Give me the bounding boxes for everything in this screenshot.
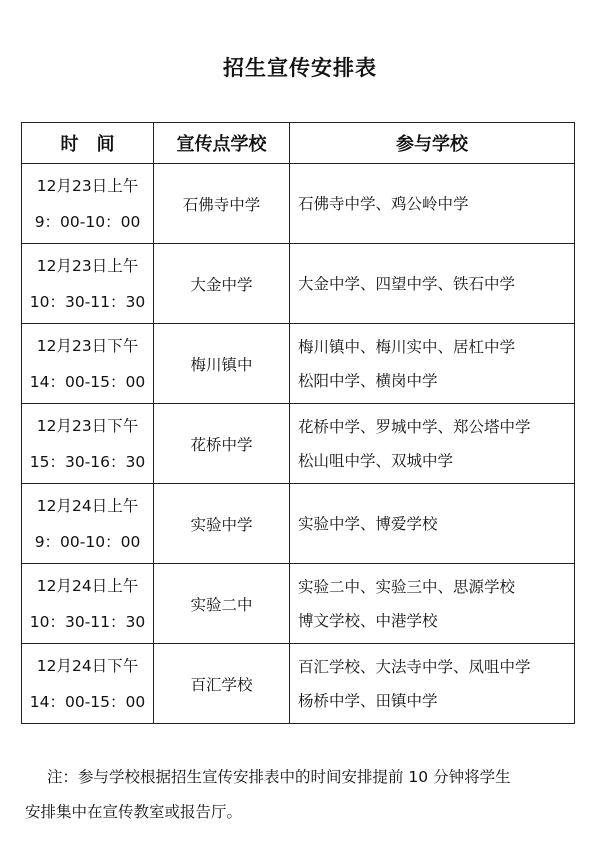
date-text: 12月23日下午 (36, 336, 139, 355)
time-range-text: 9：00-10：00 (34, 532, 141, 551)
venue-cell: 大金中学 (154, 244, 290, 324)
footnote (25, 760, 567, 830)
schools-cell (290, 244, 575, 324)
time-range-text: 15：30-16：30 (29, 452, 146, 471)
table-row (22, 644, 575, 724)
header-schools: 参与学校 (290, 123, 575, 164)
header-venue: 宣传点学校 (154, 123, 290, 164)
schools-line: 大金中学、四望中学、铁石中学 (298, 274, 516, 293)
schools-line: 石佛寺中学、鸡公岭中学 (298, 194, 469, 213)
table-row (22, 404, 575, 484)
table-header-row (22, 123, 575, 164)
date-text: 12月23日下午 (36, 416, 139, 435)
header-time: 时 间 (22, 123, 154, 164)
time-cell (22, 244, 154, 324)
schools-cell (290, 644, 575, 724)
venue-cell: 石佛寺中学 (154, 164, 290, 244)
schools-line: 杨桥中学、田镇中学 (298, 691, 438, 710)
time-cell (22, 484, 154, 564)
table-row (22, 244, 575, 324)
page-title: 招生宣传安排表 (223, 56, 377, 80)
time-cell (22, 644, 154, 724)
schools-line: 实验中学、博爱学校 (298, 514, 438, 533)
venue-cell: 百汇学校 (154, 644, 290, 724)
footnote-line: 注：参与学校根据招生宣传安排表中的时间安排提前 10 分钟将学生 (47, 768, 511, 786)
time-cell (22, 564, 154, 644)
date-text: 12月23日上午 (36, 256, 139, 275)
schools-line: 实验二中、实验三中、思源学校 (298, 577, 516, 596)
footnote-line: 安排集中在宣传教室或报告厅。 (25, 803, 243, 821)
time-cell (22, 404, 154, 484)
table-row (22, 484, 575, 564)
time-range-text: 14：00-15：00 (29, 692, 146, 711)
schools-line: 梅川镇中、梅川实中、居杠中学 (298, 337, 516, 356)
venue-cell: 实验二中 (154, 564, 290, 644)
time-cell (22, 164, 154, 244)
schedule-table (21, 122, 575, 724)
time-range-text: 14：00-15：00 (29, 372, 146, 391)
schools-line: 松山咀中学、双城中学 (298, 451, 454, 470)
schools-line: 松阳中学、横岗中学 (298, 371, 438, 390)
schools-cell (290, 404, 575, 484)
date-text: 12月24日上午 (36, 496, 139, 515)
venue-cell: 梅川镇中 (154, 324, 290, 404)
venue-cell: 实验中学 (154, 484, 290, 564)
date-text: 12月24日下午 (36, 656, 139, 675)
schools-cell (290, 484, 575, 564)
venue-cell: 花桥中学 (154, 404, 290, 484)
schools-line: 花桥中学、罗城中学、郑公塔中学 (298, 417, 531, 436)
time-range-text: 10：30-11：30 (29, 292, 146, 311)
schools-cell (290, 564, 575, 644)
date-text: 12月24日上午 (36, 576, 139, 595)
table-row (22, 164, 575, 244)
time-range-text: 10：30-11：30 (29, 612, 146, 631)
date-text: 12月23日上午 (36, 176, 139, 195)
table-row (22, 564, 575, 644)
schools-line: 百汇学校、大法寺中学、凤咀中学 (298, 657, 531, 676)
time-range-text: 9：00-10：00 (34, 212, 141, 231)
time-cell (22, 324, 154, 404)
schools-cell (290, 164, 575, 244)
table-row (22, 324, 575, 404)
schools-cell (290, 324, 575, 404)
schools-line: 博文学校、中港学校 (298, 611, 438, 630)
